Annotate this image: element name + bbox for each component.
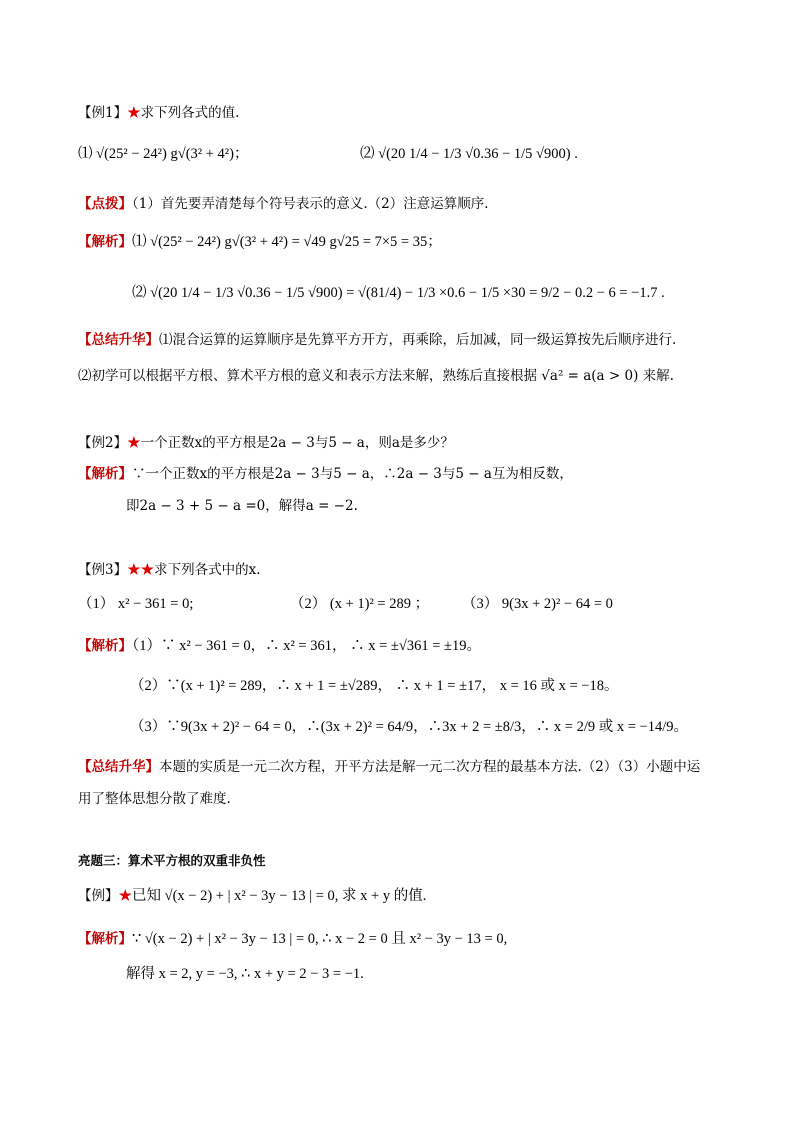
example-1-solution-line-2: ⑵ √(20 1/4 − 1/3 √0.36 − 1/5 √900) = √(81/4) − 1/3 ×0.6 − 1/5 ×30 = 9/2 − 0.2 − 6 = −1.7 . <box>132 285 665 301</box>
example-3-question-2: （2） (x + 1)² = 289 ； <box>290 596 430 612</box>
star-icon: ★ <box>118 888 132 904</box>
example-3-solution-line-2: （2）∵(x + 1)² = 289，∴ x + 1 = ±√289， ∴ x + 1 = ±17， x = 16 或 x = −18。 <box>130 678 619 694</box>
solution-tag: 【解析】 <box>78 466 132 482</box>
example-prompt: 已知 √(x − 2) + | x² − 3y − 13 | = 0, 求 x + y 的值. <box>132 888 427 904</box>
example-3-summary-line-1 <box>78 757 700 777</box>
example-3-solution-line-1 <box>78 636 481 656</box>
hint-tag: 【点拨】 <box>78 196 132 212</box>
example-1-hint <box>78 194 489 214</box>
example-4-solution-line-2: 解得 x = 2, y = −3, ∴ x + y = 2 − 3 = −1. <box>126 966 364 982</box>
example-1-summary-line-1 <box>78 330 676 350</box>
solution-text: ∵一个正数x的平方根是2a − 3与5 − a，∴2a − 3与5 − a互为相反数， <box>132 466 573 482</box>
example-3-question-3: （3） 9(3x + 2)² − 64 = 0 <box>462 596 613 612</box>
example-3-summary-line-2: 用了整体思想分散了难度. <box>78 791 231 807</box>
example-4-heading <box>78 886 426 906</box>
example-2-solution-line-1 <box>78 464 573 484</box>
summary-tag: 【总结升华】 <box>78 759 159 775</box>
example-1-solution-line-1 <box>78 232 442 252</box>
example-1-question-1: ⑴ √(25² − 24²) g√(3² + 4²)； <box>78 146 249 162</box>
solution-text: ⑴ √(25² − 24²) g√(3² + 4²) = √49 g√25 = 7×5 = 35； <box>132 234 442 250</box>
star-icon: ★ <box>127 105 141 121</box>
solution-text: （1）∵ x² − 361 = 0，∴ x² = 361， ∴ x = ±√361 = ±19。 <box>132 638 481 654</box>
example-3-heading <box>78 560 261 580</box>
summary-tag: 【总结升华】 <box>78 332 159 348</box>
example-tag: 【例】 <box>78 888 119 904</box>
example-tag: 【例1】 <box>78 105 128 121</box>
example-1-summary-line-2: ⑵初学可以根据平方根、算术平方根的意义和表示方法来解，熟练后直接根据 √a² = a(a > 0) 来解. <box>78 368 674 384</box>
solution-tag: 【解析】 <box>78 638 132 654</box>
section-title: 亮题三：算术平方根的双重非负性 <box>78 853 266 868</box>
star-icon: ★★ <box>127 562 155 578</box>
example-4-solution-line-1 <box>78 929 507 949</box>
example-prompt: 一个正数x的平方根是2a − 3与5 − a，则a是多少？ <box>140 435 454 451</box>
example-3-question-1: （1） x² − 361 = 0; <box>78 596 194 612</box>
hint-text: （1）首先要弄清楚每个符号表示的意义.（2）注意运算顺序. <box>132 196 489 212</box>
example-2-heading <box>78 433 454 453</box>
summary-text: 本题的实质是一元二次方程，开平方法是解一元二次方程的最基本方法.（2）（3）小题中运 <box>159 759 701 775</box>
example-1-heading <box>78 103 239 123</box>
star-icon: ★ <box>127 435 141 451</box>
example-2-solution-line-2: 即2a − 3 + 5 − a =0，解得a = −2. <box>126 498 358 514</box>
summary-text: ⑴混合运算的运算顺序是先算平方开方，再乘除，后加减，同一级运算按先后顺序进行. <box>159 332 677 348</box>
example-prompt: 求下列各式中的x. <box>154 562 261 578</box>
example-tag: 【例2】 <box>78 435 128 451</box>
solution-tag: 【解析】 <box>78 234 132 250</box>
solution-text: ∵ √(x − 2) + | x² − 3y − 13 | = 0, ∴ x − 2 = 0 且 x² − 3y − 13 = 0, <box>132 931 508 947</box>
example-prompt: 求下列各式的值. <box>140 105 240 121</box>
example-tag: 【例3】 <box>78 562 128 578</box>
example-1-question-2: ⑵ √(20 1/4 − 1/3 √0.36 − 1/5 √900) . <box>360 146 578 162</box>
solution-tag: 【解析】 <box>78 931 132 947</box>
example-3-solution-line-3: （3）∵9(3x + 2)² − 64 = 0，∴(3x + 2)² = 64/9，∴3x + 2 = ±8/3，∴ x = 2/9 或 x = −14/9。 <box>130 719 688 735</box>
